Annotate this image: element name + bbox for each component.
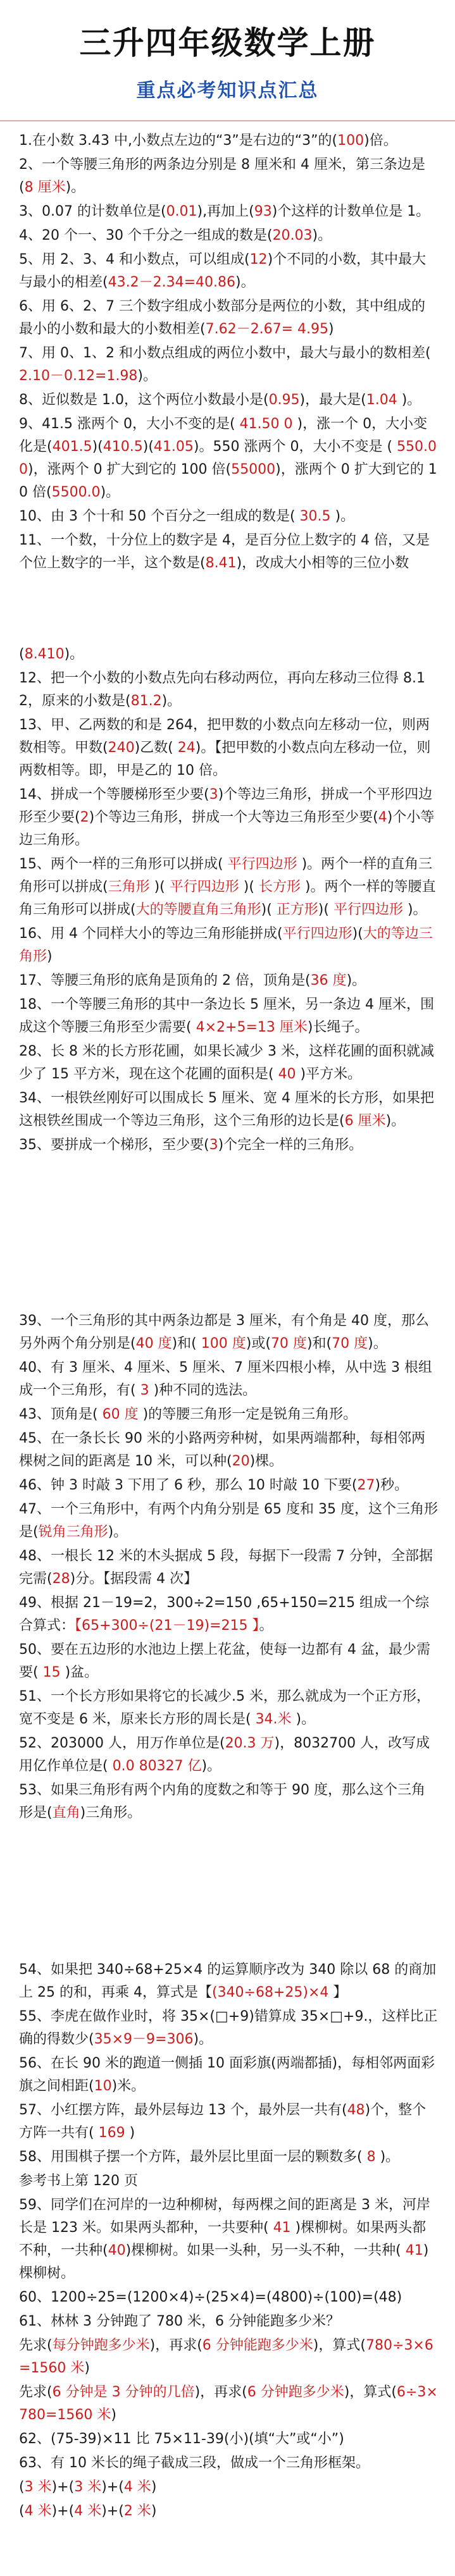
answer-text: 1.04: [366, 392, 397, 408]
answer-text: 60 度: [102, 1407, 139, 1422]
question-text: )(: [261, 902, 277, 918]
answer-text: 4 米: [24, 2503, 52, 2519]
question-text: ): [47, 949, 53, 964]
question-text: )棵。: [249, 1453, 284, 1469]
question-text: )个等边三角形，拼成一个大等边三角形至少要(: [89, 810, 378, 825]
question-text: )平方米。: [296, 1066, 362, 1082]
question-text: )。: [137, 368, 157, 384]
question-text: )，涨两个 0 扩大到它的 10 倍(: [19, 462, 437, 500]
question-text: )。: [312, 228, 332, 243]
question-text: )。: [193, 2031, 213, 2047]
list-item: [19, 1357, 438, 1402]
list-item: [19, 413, 438, 504]
list-item: [19, 2194, 438, 2285]
question-text: )，改成大小相等的三位小数: [236, 555, 409, 571]
question-text: 15、两个一样的三角形可以拼成(: [19, 856, 228, 872]
answer-text: 48: [347, 2102, 365, 2118]
question-text: )+(: [101, 2479, 124, 2495]
question-text: 46、钟 3 时敲 3 下用了 6 秒，那么 10 时敲 10 下要(: [19, 1477, 358, 1493]
list-item: [19, 342, 438, 388]
answer-text: 0.01: [166, 204, 197, 219]
list-item: [19, 2006, 438, 2051]
question-text: )。两个一样的等腰直角三角形可以拼成(: [19, 879, 436, 918]
list-item: [19, 1134, 438, 1157]
question-text: 。: [259, 1618, 273, 1634]
answer-text: 35×9－9=306: [94, 2031, 194, 2047]
question-text: 参考书上第 120 页: [19, 2173, 138, 2189]
answer-text: 8.41: [205, 555, 237, 571]
question-text: )米。: [111, 2078, 146, 2094]
answer-text: 6 分钟跑多少米: [247, 2384, 344, 2400]
list-item: [19, 1732, 438, 1778]
question-text: 4、20 个一、30 个千分之一组成的数是(: [19, 228, 273, 243]
question-text: )种不同的选法。: [149, 1383, 257, 1398]
question-text: 14、拼成一个等腰梯形至少要(: [19, 787, 209, 803]
question-text: )+(: [51, 2479, 75, 2495]
list-item: [19, 130, 438, 152]
answer-text: 4 米: [74, 2503, 102, 2519]
question-text: )和(: [171, 1336, 201, 1352]
list-item: [19, 295, 438, 341]
list-item: [19, 2500, 438, 2523]
answer-text: 8: [366, 2149, 376, 2165]
question-text: )(: [318, 902, 333, 918]
answer-text: 100 度: [201, 1336, 246, 1352]
answer-text: 6÷3×780=1560 米: [19, 2384, 438, 2423]
list-item: [19, 505, 438, 528]
question-text: 1.在小数 3.43 中,小数点左边的“3”是右边的“3”的(: [19, 133, 338, 149]
list-item: [19, 1474, 438, 1497]
list-item: [19, 1427, 438, 1473]
question-text: )+(: [101, 2503, 124, 2519]
question-text: )。: [385, 1113, 406, 1129]
answer-text: 28: [52, 1571, 70, 1587]
question-text: )分。【据段需 4 次】: [70, 1571, 198, 1587]
question-text: 53、如果三角形有两个内角的度数之和等于 90 度，那么这个三角形是(: [19, 1782, 425, 1821]
question-text: )个这样的计数单位是 1。: [271, 204, 430, 219]
answer-text: 55000: [231, 462, 276, 478]
answer-text: 8.410: [24, 646, 65, 662]
question-text: 47、一个三角形中，有两个内角分别是 65 度和 35 度，这个三角形是(: [19, 1501, 438, 1540]
question-text: )，算式(: [313, 2338, 366, 2353]
answer-text: 6 厘米: [344, 1113, 386, 1129]
list-item: [19, 1545, 438, 1591]
question-text: 12、把一个小数的小数点先向右移动两位，再向左移动三位得 8.12，原来的小数是(: [19, 670, 425, 709]
question-text: )。: [65, 180, 85, 195]
answer-text: 41: [405, 2243, 423, 2259]
question-text: )个完全一样的三角形。: [218, 1137, 363, 1153]
answer-text: 240: [108, 740, 135, 756]
question-text: )，涨一个 0，大小变化是(: [19, 416, 428, 455]
list-item: [19, 1639, 438, 1684]
answer-text: 0.0 80327 亿: [108, 1758, 202, 1774]
question-text: )(: [352, 926, 363, 942]
question-text: )盆。: [60, 1665, 99, 1680]
list-item: [19, 1087, 438, 1133]
list-item: [19, 1685, 438, 1731]
question-text: )，再求(: [194, 2384, 247, 2400]
list-item: [19, 643, 438, 666]
answer-text: 70 度: [270, 1336, 307, 1352]
question-text: )的等腰三角形一定是锐角三角形。: [138, 1407, 358, 1422]
question-text: )棵柳树。如果一头种，另一头不种，一共种(: [125, 2243, 406, 2259]
answer-text: 3 米: [24, 2479, 52, 2495]
question-text: )棵柳树。如果两头都不种，一共种(: [19, 2220, 427, 2259]
question-text: )。: [402, 902, 427, 918]
question-text: )个等边三角形，拼成一个平形四边形至少要(: [19, 787, 433, 825]
question-text: )+(: [51, 2503, 75, 2519]
answer-text: 大的等腰直角三角形: [135, 902, 261, 918]
list-item: [19, 1592, 438, 1637]
question-text: )长绳子。: [307, 1020, 369, 1035]
question-text: )，再求(: [149, 2338, 203, 2353]
question-text: )。: [335, 508, 355, 524]
answer-text: 10: [94, 2078, 112, 2094]
question-text: )，算式(: [344, 2384, 397, 2400]
list-item: [19, 2052, 438, 2098]
question-text: 3、0.07 的计数单位是(: [19, 204, 166, 219]
question-text: ): [151, 2503, 157, 2519]
answer-text: 长方形: [258, 879, 301, 895]
question-text: (: [19, 2479, 25, 2495]
answer-text: 401.5: [52, 439, 92, 455]
knowledge-list: [19, 130, 438, 2524]
answer-text: 169: [98, 2125, 125, 2141]
list-item: [19, 853, 438, 921]
question-text: (: [19, 2503, 25, 2519]
list-item: [19, 667, 438, 713]
question-text: 17、等腰三角形的底角是顶角的 2 倍，顶角是(: [19, 973, 311, 989]
answer-text: 20.03: [272, 228, 313, 243]
list-item: [19, 784, 438, 852]
answer-text: 40: [108, 2243, 126, 2259]
list-item: [19, 529, 438, 575]
question-text: )个小等边三角形。: [19, 810, 435, 848]
question-text: 5、用 2、3、4 和小数点，可以组成(: [19, 252, 250, 268]
question-text: ): [111, 2407, 117, 2423]
question-text: )乙数(: [134, 740, 178, 756]
question-text: 39、一个三角形的其中两条边都是 3 厘米，有个角是 40 度，那么另外两个角分别是(: [19, 1313, 429, 1352]
question-text: )。: [100, 484, 120, 500]
answer-text: 8 厘米: [24, 180, 66, 195]
list-item: [19, 2099, 438, 2145]
answer-text: 40 度: [135, 1336, 172, 1352]
question-text: )。两个一样的直角三角形可以拼成(: [19, 856, 433, 895]
answer-text: 6 分钟能跑多少米: [202, 2338, 313, 2353]
list-item: [19, 389, 438, 412]
question-text: 40、有 3 厘米、4 厘米、5 厘米、7 厘米四根小棒，从中选 3 根组成一个三角形，有(: [19, 1360, 432, 1398]
question-text: 52、203000 人，用万作单位是(: [19, 1735, 225, 1751]
question-text: 18、一个等腰三角形的其中一条边长 5 厘米，另一条边 4 厘米，围成这个等腰三角形至少需要(: [19, 997, 434, 1035]
list-item: [19, 2286, 438, 2309]
list-item: [19, 2452, 438, 2475]
answer-text: 【65+300÷(21－19)=215 】: [75, 1618, 259, 1634]
question-text: )。: [201, 1758, 221, 1774]
answer-text: 4×2+5=13 厘米: [191, 1020, 308, 1035]
answer-text: 27: [357, 1477, 375, 1493]
question-text: )(: [92, 439, 103, 455]
answer-text: 2.10－0.12=1.98: [19, 368, 138, 384]
answer-text: 4 米: [123, 2479, 151, 2495]
question-text: )。【把甲数的小数点向左移动一位，则两数相等。即，甲是乙的 10 倍。: [19, 740, 431, 779]
answer-text: 3 米: [74, 2479, 102, 2495]
question-text: 59、同学们在河岸的一边种柳树，每两棵之间的距离是 3 米，河岸长是 123 米。如果两头都种，一共要种(: [19, 2197, 430, 2236]
answer-text: 7.62－2.67= 4.95: [205, 321, 328, 337]
question-text: 49、根据 21－19=2，300÷2=150 ,65+150=215 组成一个综合算式：: [19, 1595, 430, 1634]
question-text: ),再加上(: [197, 204, 254, 219]
answer-text: 2: [80, 810, 89, 825]
question-text: 48、一根长 12 米的木头据成 5 段，每据下一段需 7 分钟，全部据完需(: [19, 1548, 433, 1587]
page-title: 三升四年级数学上册: [79, 24, 376, 61]
list-item: [19, 200, 438, 223]
question-text: 57、小红摆方阵，最外层每边 13 个，最外层一共有(: [19, 2102, 347, 2118]
answer-text: 5500.0: [51, 484, 101, 500]
answer-text: (340÷68+25)×4: [211, 1985, 329, 2000]
blank-gap: [19, 576, 438, 643]
answer-text: 平行四边形: [282, 926, 352, 942]
answer-text: 6 分钟是 3 分钟的几倍: [52, 2384, 195, 2400]
question-text: )。: [235, 274, 255, 290]
question-text: )。: [161, 693, 182, 709]
answer-text: 平行四边形: [169, 879, 239, 895]
question-text: 16、用 4 个同样大小的等边三角形能拼成(: [19, 926, 283, 942]
question-text: ): [125, 2125, 135, 2141]
answer-text: 24: [177, 740, 196, 756]
list-item: [19, 249, 438, 294]
question-text: 2、一个等腰三角形的两条边分别是 8 厘米和 4 厘米，第三条边是(: [19, 157, 425, 195]
question-text: 62、(75-39)×11 比 75×11-39(小)(填“大”或“小”): [19, 2431, 344, 2447]
answer-text: 93: [254, 204, 272, 219]
question-text: )。: [375, 2149, 400, 2165]
question-text: 43、顶角是(: [19, 1407, 103, 1422]
answer-text: 70 度: [332, 1336, 368, 1352]
question-text: )倍。: [364, 133, 397, 149]
list-item: [19, 1779, 438, 1825]
question-text: )三角形。: [80, 1805, 142, 1821]
question-text: 28、长 8 米的长方形花圃，如果长减少 3 米，这样花圃的面积就减少了 15 平方米，现在这个花圃的面积是(: [19, 1044, 434, 1082]
question-text: 10、由 3 个十和 50 个百分之一组成的数是(: [19, 508, 296, 524]
answer-text: 550.00: [19, 439, 437, 478]
question-text: )(: [149, 879, 170, 895]
question-text: 】: [328, 1985, 347, 2000]
question-text: )。: [108, 1524, 128, 1540]
question-text: 先求(: [19, 2338, 53, 2353]
answer-text: 36 度: [310, 973, 347, 989]
question-text: ): [84, 2360, 90, 2376]
answer-text: 锐角三角形: [38, 1524, 108, 1540]
answer-text: 81.2: [130, 693, 162, 709]
question-text: )和(: [306, 1336, 332, 1352]
question-text: 50、要在五边形的水池边上摆上花盆，使每一边都有 4 盆，最少需要(: [19, 1642, 430, 1680]
page-subtitle: 重点必考知识点汇总: [136, 80, 319, 102]
question-text: )。: [368, 1336, 387, 1352]
list-item: [19, 2146, 438, 2169]
list-item: [19, 1403, 438, 1426]
list-item: [19, 923, 438, 968]
answer-text: 3: [140, 1383, 149, 1398]
question-text: )。: [397, 392, 421, 408]
question-text: 35、要拼成一个梯形，至少要(: [19, 1137, 209, 1153]
answer-text: 410.5: [103, 439, 143, 455]
question-text: 63、有 10 米长的绳子截成三段，做成一个三角形框架。: [19, 2455, 370, 2471]
question-text: )个，整个方阵一共有(: [19, 2102, 427, 2141]
list-item: [19, 2310, 438, 2333]
question-text: 9、41.5 涨两个 0，大小不变的是(: [19, 416, 235, 432]
question-text: )(: [239, 879, 259, 895]
question-text: )(: [142, 439, 154, 455]
answer-text: 0.95: [268, 392, 300, 408]
answer-text: 34.米: [255, 1711, 292, 1727]
list-item: [19, 1310, 438, 1355]
question-text: 51、一个长方形如果将它的长减少.5 米，那么就成为一个正方形，宽不变是 6 米，原来长方形的周长是(: [19, 1689, 430, 1727]
answer-text: 41: [273, 2220, 291, 2236]
list-item: [19, 2381, 438, 2427]
question-text: 13、甲、乙两数的和是 264，把甲数的小数点向左移动一位，则两数相等。甲数(: [19, 717, 430, 756]
answer-text: 20.3 万: [225, 1735, 275, 1751]
list-item: [19, 1498, 438, 1544]
answer-text: 直角: [52, 1805, 80, 1821]
question-text: )。: [64, 646, 84, 662]
list-item: [19, 225, 438, 247]
question-text: 61、林林 3 分钟跑了 780 米，6 分钟能跑多少米？: [19, 2314, 340, 2329]
answer-text: 每分钟跑多少米: [52, 2338, 150, 2353]
question-text: )，最大是(: [299, 392, 366, 408]
list-item: [19, 2170, 438, 2193]
question-text: 34、一根铁丝刚好可以围成长 5 厘米、宽 4 厘米的长方形，如果把这根铁丝围成一个等边三角形，这个三角形的边长是(: [19, 1090, 434, 1129]
blank-gap: [19, 1158, 438, 1310]
list-item: [19, 714, 438, 782]
question-text: 58、用围棋子摆一个方阵，最外层比里面一层的颗数多(: [19, 2149, 367, 2165]
answer-text: 2 米: [123, 2503, 151, 2519]
question-text: 45、在一条长长 90 米的小路两旁种树，如果两端都种，每相邻两棵树之间的距离是 10 米，可以种(: [19, 1431, 425, 1469]
list-item: [19, 970, 438, 992]
list-item: [19, 2428, 438, 2451]
answer-text: 15: [42, 1665, 61, 1680]
question-text: 60、1200÷25=(1200×4)÷(25×4)=(4800)÷(100)=(48): [19, 2289, 402, 2305]
answer-text: 4: [378, 810, 387, 825]
answer-text: 12: [249, 252, 268, 268]
question-text: 55、李虎在做作业时，将 35×(□+9)错算成 35×□+9.，这样比正确的得数少(: [19, 2009, 438, 2047]
answer-text: 平行四边形: [227, 856, 297, 872]
question-text: )秒。: [375, 1477, 409, 1493]
answer-text: 3: [209, 787, 218, 803]
answer-text: 30.5: [295, 508, 335, 524]
question-text: )或(: [246, 1336, 271, 1352]
question-text: 54、如果把 340÷68+25×4 的运算顺序改为 340 除以 68 的商加上 25 的和，再乘 4，算式是【: [19, 1962, 437, 2000]
answer-text: 100: [337, 133, 365, 149]
list-item: [19, 1959, 438, 2004]
answer-text: 平行四边形: [333, 902, 403, 918]
list-item: [19, 994, 438, 1039]
list-item: [19, 2476, 438, 2499]
question-text: 7、用 0、1、2 和小数点组成的两位小数中，最大与最小的数相差(: [19, 345, 431, 361]
answer-text: 大的等边三角形: [19, 926, 433, 964]
answer-text: 三角形: [108, 879, 150, 895]
answer-text: 41.05: [153, 439, 194, 455]
question-text: )，涨两个 0 扩大到它的 100 倍(: [28, 462, 232, 478]
question-text: 8、近似数是 1.0，这个两位小数最小是(: [19, 392, 269, 408]
question-text: 11、一个数，十分位上的数字是 4，是百分位上数字的 4 倍，又是个位上数字的一半，这个数是(: [19, 533, 430, 571]
question-text: ): [328, 321, 334, 337]
question-text: )。: [346, 973, 366, 989]
answer-text: 43.2－2.34=40.86: [108, 274, 235, 290]
answer-text: 正方形: [276, 902, 318, 918]
question-text: )个不同的小数，其中最大与最小的相差(: [19, 252, 427, 290]
question-text: )棵柳树。: [19, 2243, 429, 2281]
answer-text: 3: [209, 1137, 218, 1153]
question-text: 6、用 6、2、7 三个数字组成小数部分是两位的小数，其中组成的最小的小数和最大的小数相差(: [19, 299, 425, 337]
header: [0, 0, 455, 121]
answer-text: 41.50 0: [235, 416, 297, 432]
question-text: )。: [291, 1711, 316, 1727]
question-text: )，8032700 人，改写成用亿作单位是(: [19, 1735, 430, 1774]
question-text: 先求(: [19, 2384, 53, 2400]
blank-gap: [19, 1826, 438, 1959]
question-text: 56、在长 90 米的跑道一侧插 10 面彩旗(两端都插)，每相邻两面彩旗之间相距(: [19, 2055, 435, 2094]
answer-text: 780÷3×6=1560 米: [19, 2338, 433, 2376]
list-item: [19, 2334, 438, 2380]
list-item: [19, 1040, 438, 1086]
list-item: [19, 154, 438, 199]
answer-text: 40: [278, 1066, 296, 1082]
question-text: (: [19, 646, 25, 662]
question-text: )。550 涨两个 0，大小不变是 (: [193, 439, 393, 455]
question-text: ): [151, 2479, 157, 2495]
answer-text: 20: [232, 1453, 250, 1469]
